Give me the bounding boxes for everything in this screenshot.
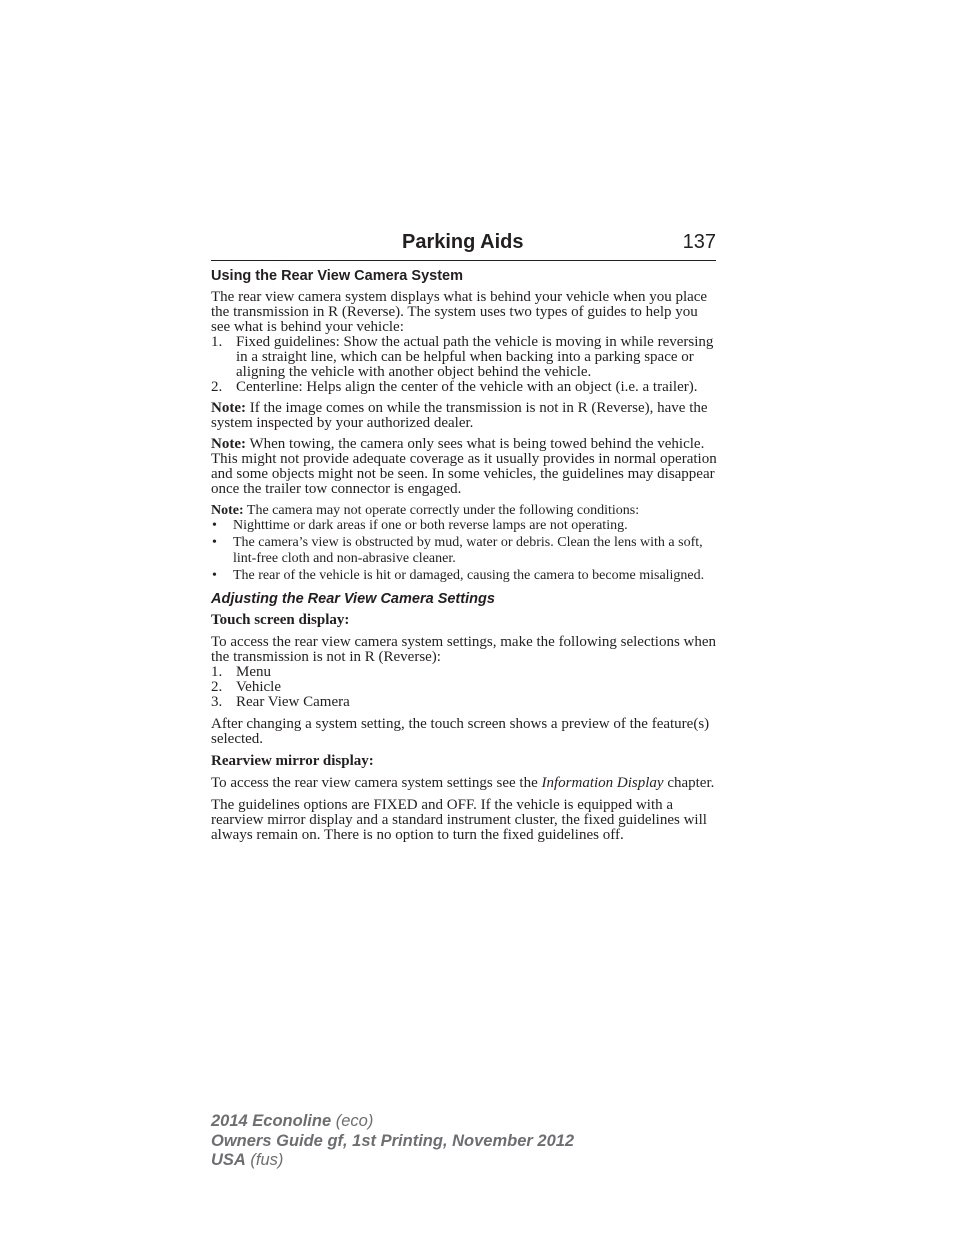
list-text: Nighttime or dark areas if one or both reverse lamps are not operating. — [233, 518, 628, 533]
list-text: Menu — [236, 664, 271, 680]
footer-model-code: (eco) — [331, 1112, 374, 1130]
footer-market-code: (fus) — [245, 1151, 284, 1169]
list-item — [211, 695, 717, 710]
bullet-glyph: • — [212, 568, 217, 583]
list-item — [211, 535, 717, 567]
mirror-text-before: To access the rear view camera system settings see the — [211, 775, 542, 791]
bullet-glyph: • — [212, 518, 217, 533]
touch-screen-intro: To access the rear view camera system settings, make the following selections when the transmission is not in R (Reverse): — [211, 634, 717, 665]
section-title-rear-view-camera: Using the Rear View Camera System — [211, 268, 463, 284]
footer-model: 2014 Econoline — [211, 1112, 332, 1130]
note-text: When towing, the camera only sees what is being towed behind the vehicle. This might not provide adequate coverage as it usually provides in normal operation and some objects might not be seen. In some vehicles, the guidelines may disappear once the trailer tow connector is engaged. — [211, 436, 717, 497]
page-number: 137 — [682, 231, 716, 253]
list-number: 1. — [211, 664, 223, 680]
list-text: Rear View Camera — [236, 694, 350, 710]
conditions-list — [211, 518, 717, 584]
list-number: 2. — [211, 679, 223, 695]
footer-printing: Owners Guide gf, 1st Printing, November 2012 — [211, 1131, 575, 1150]
section-title-adjusting-settings: Adjusting the Rear View Camera Settings — [211, 591, 495, 607]
list-text: Centerline: Helps align the center of the vehicle with an object (i.e. a trailer). — [236, 379, 698, 395]
chapter-title: Parking Aids — [402, 231, 524, 253]
list-text: Fixed guidelines: Show the actual path the vehicle is moving in while reversing in a straight line, which can be helpful when backing into a parking space or aligning the vehicle with another object behind the vehicle. — [236, 334, 714, 380]
list-item — [211, 665, 717, 680]
note-inspection — [211, 401, 717, 431]
guide-types-list — [211, 335, 717, 395]
bullet-glyph: • — [212, 535, 217, 550]
intro-paragraph: The rear view camera system displays what is behind your vehicle when you place the transmission in R (Reverse). The system uses two types of guides to help you see what is behind your vehicle: — [211, 289, 708, 335]
list-item — [211, 380, 717, 395]
rearview-mirror-text — [211, 776, 717, 791]
touch-screen-after: After changing a system setting, the touch screen shows a preview of the feature(s) selected. — [211, 716, 710, 747]
list-text: The camera’s view is obstructed by mud, water or debris. Clean the lens with a soft, lint-free cloth and non-abrasive cleaner. — [233, 535, 703, 566]
note-text: The camera may not operate correctly under the following conditions: — [243, 503, 640, 518]
touch-screen-heading: Touch screen display: — [211, 612, 350, 628]
list-number: 1. — [211, 334, 223, 350]
list-item — [211, 680, 717, 695]
footer-line-model — [211, 1112, 574, 1132]
chapter-reference: Information Display — [541, 775, 664, 791]
note-text: If the image comes on while the transmission is not in R (Reverse), have the system inspected by your authorized dealer. — [211, 400, 708, 431]
menu-steps-list — [211, 665, 717, 710]
guidelines-options-paragraph: The guidelines options are FIXED and OFF. If the vehicle is equipped with a rearview mirror display and a standard instrument cluster, the fixed guidelines will always remain on. There is no option to turn the fixed guidelines off. — [211, 797, 707, 843]
rearview-mirror-heading: Rearview mirror display: — [211, 753, 374, 769]
note-label: Note: — [211, 503, 244, 518]
list-item — [211, 518, 717, 534]
note-conditions — [211, 503, 717, 518]
note-label: Note: — [211, 400, 246, 416]
footer-market: USA — [211, 1151, 246, 1169]
page-header — [211, 229, 716, 261]
footer-line-market — [211, 1151, 574, 1171]
page-footer — [211, 1112, 574, 1171]
list-item — [211, 335, 717, 380]
page-content — [211, 268, 717, 843]
note-label: Note: — [211, 436, 246, 452]
list-number: 2. — [211, 379, 223, 395]
note-towing — [211, 437, 717, 497]
list-item — [211, 568, 717, 584]
list-text: Vehicle — [236, 679, 281, 695]
mirror-text-after: chapter. — [663, 775, 715, 791]
list-number: 3. — [211, 694, 223, 710]
list-text: The rear of the vehicle is hit or damaged, causing the camera to become misaligned. — [233, 568, 705, 583]
